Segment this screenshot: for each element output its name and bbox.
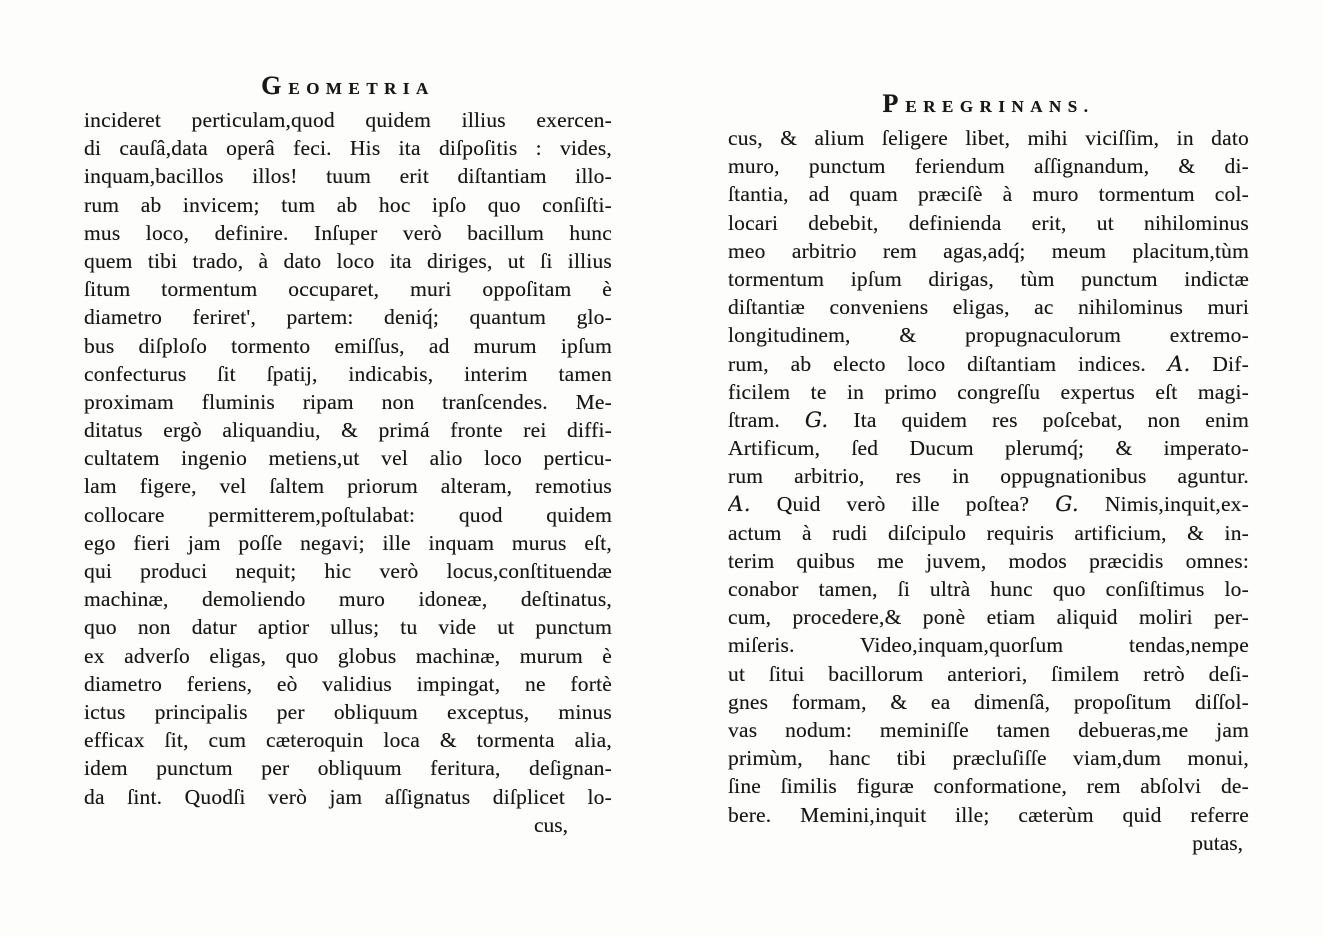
text-line: ut ſitui bacillorum anteriori, ſimilem retrò deſi- (728, 661, 1249, 686)
speaker-initial: A. (728, 492, 751, 518)
text-segment: ſtram. (728, 407, 805, 432)
running-header-peregrinans: PEREGRINANS. (882, 89, 1095, 118)
text-line: diametro feriret', partem: deniq́; quantum glo- (84, 305, 612, 330)
text-line (728, 406, 1249, 434)
catchword: putas, (1192, 830, 1243, 855)
page-recto-peregrinans (728, 89, 1249, 857)
text-block (84, 106, 612, 811)
text-line: confecturus ſit ſpatij, indicabis, interim tamen (84, 361, 612, 386)
text-block (728, 124, 1249, 829)
text-line: conabor tamen, ſi ultrà hunc quo conſiſtimus lo- (728, 577, 1249, 601)
text-line: diametro feriens, eò validius impingat, ne fortè (84, 671, 612, 696)
text-line: lam figere, vel ſaltem priorum alteram, remotius (84, 474, 612, 499)
text-line: ſtantia, ad quam præciſè à muro tormentum col- (728, 182, 1249, 207)
text-line: Artificum, ſed Ducum plerumq́; & imperato- (728, 436, 1249, 461)
text-line: cus, & alium ſeligere libet, mihi viciſſim, in dato (728, 126, 1249, 150)
text-line: muro, punctum feriendum aſſignandum, & di- (728, 154, 1249, 179)
text-line: gnes formam, & ea dimenſâ, propoſitum diſſol- (728, 689, 1249, 714)
text-line: ex adverſo eligas, quo globus machinæ, murum è (84, 643, 612, 668)
text-line: cultatem ingenio metiens,ut vel alio loco perticu- (84, 446, 612, 471)
text-line: ſine ſimilis figuræ conformatione, rem abſolvi de- (728, 774, 1249, 799)
text-line: ficilem te in primo congreſſu expertus eſt magi- (728, 379, 1249, 404)
catchword: cus, (533, 812, 568, 837)
text-line: ictus principalis per obliquum exceptus, minus (84, 699, 612, 724)
speaker-initial: A. (1167, 351, 1191, 377)
text-line: terim quibus me juvem, modos præcidis omnes: (728, 548, 1249, 573)
text-line: mus loco, definire. Inſuper verò bacillum hunc (84, 220, 612, 245)
text-line: meo arbitrio rem agas,adq́; meum placitum,tùm (728, 238, 1249, 263)
text-line: locari debebit, definienda erit, ut nihilominus (728, 210, 1249, 235)
running-header-geometria: GEOMETRIA (261, 71, 435, 100)
speaker-initial: G. (804, 407, 829, 433)
text-line: rum ab invicem; tum ab hoc ipſo quo conſiſti- (84, 192, 612, 217)
text-line: actum à rudi diſcipulo requiris artificium, & in- (728, 520, 1249, 545)
text-line: rum arbitrio, res in oppugnationibus aguntur. (728, 464, 1249, 489)
text-line: miſeris. Video,inquam,quorſum tendas,nempe (728, 633, 1249, 658)
text-line: incideret perticulam,quod quidem illius exercen- (84, 108, 612, 132)
text-line: ſitum tormentum occuparet, muri oppoſitam è (84, 277, 612, 302)
text-segment: Ita quidem res poſcebat, non enim (828, 407, 1249, 432)
text-line: ego fieri jam poſſe negavi; ille inquam murus eſt, (84, 530, 612, 555)
text-line: di cauſâ,data operâ feci. His ita diſpoſitis : vides, (84, 136, 612, 161)
text-segment: Dif- (1190, 351, 1249, 376)
text-line: idem punctum per obliquum feritura, deſignan- (84, 756, 612, 781)
text-line: quem tibi trado, à dato loco ita diriges, ut ſi illius (84, 248, 612, 273)
page-verso-geometria (84, 71, 612, 839)
text-line: cum, procedere,& ponè etiam aliquid moliri per- (728, 605, 1249, 630)
text-line: longitudinem, & propugnaculorum extremo- (728, 323, 1249, 348)
text-line: collocare permitterem,poſtulabat: quod quidem (84, 502, 612, 527)
text-line (728, 350, 1249, 378)
catchword-row (728, 829, 1249, 857)
text-segment: rum, ab electo loco diſtantiam indices. (728, 351, 1168, 376)
text-line: ditatus ergò aliquandiu, & primá fronte rei diffi- (84, 418, 612, 443)
speaker-initial: G. (1055, 492, 1079, 518)
text-segment: Quid verò ille poſtea? (750, 492, 1056, 517)
text-line: quo non datur aptior ullus; tu vide ut punctum (84, 615, 612, 640)
text-line: tormentum ipſum dirigas, tùm punctum indictæ (728, 266, 1249, 291)
text-line: bus diſploſo tormento emiſſus, ad murum ipſum (84, 333, 612, 358)
text-line (728, 490, 1249, 518)
text-line: proximam fluminis ripam non tranſcendes. Me- (84, 389, 612, 414)
catchword-row (84, 811, 612, 839)
text-line: vas nodum: meminiſſe tamen debueras,me jam (728, 717, 1249, 742)
text-line: machinæ, demoliendo muro idoneæ, deſtinatus, (84, 587, 612, 612)
text-line: efficax ſit, cum cæteroquin loca & tormenta alia, (84, 728, 612, 753)
text-line: da ſint. Quodſi verò jam aſſignatus diſplicet lo- (84, 784, 612, 809)
text-line: inquam,bacillos illos! tuum erit diſtantiam illo- (84, 164, 612, 189)
text-line: qui produci nequit; hic verò locus,conſtituendæ (84, 559, 612, 583)
text-line: diſtantiæ conveniens eligas, ac nihilominus muri (728, 295, 1249, 320)
text-segment: Nimis,inquit,ex- (1078, 492, 1249, 517)
text-line: primùm, hanc tibi præcluſiſſe viam,dum monui, (728, 746, 1249, 771)
text-line: bere. Memini,inquit ille; cæterùm quid referre (728, 802, 1249, 827)
